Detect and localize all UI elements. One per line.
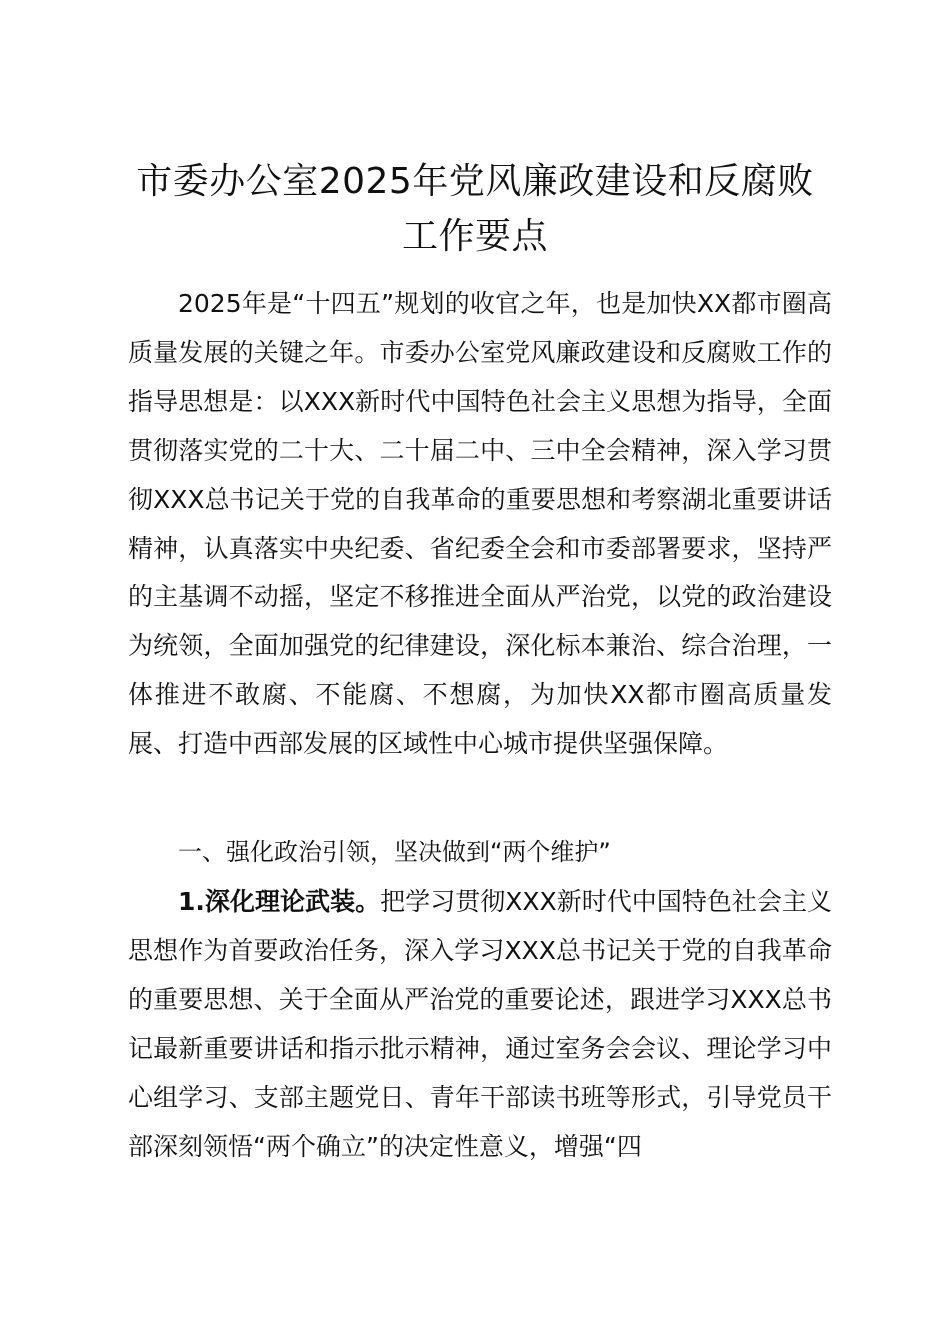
item-body: 把学习贯彻XXX新时代中国特色社会主义思想作为首要政治任务，深入学习XXX总书记关于党的自我革命的重要思想、关于全面从严治党的重要论述，跟进学习XXX总书记最新重要讲话和指示批示精神，通过室务会会议、理论学习中心组学习、支部主题党日、青年干部读书班等形式，引导党员干部深刻领悟“两个确立”的决定性意义，增强“四 <box>128 887 832 1161</box>
section-heading: 一、强化政治引领，坚决做到“两个维护” <box>178 838 611 866</box>
item-lead: 1.深化理论武装。 <box>178 887 381 916</box>
item-paragraph <box>128 878 832 1171</box>
intro-paragraph: 2025年是“十四五”规划的收官之年，也是加快XX都市圈高质量发展的关键之年。市委办公室党风廉政建设和反腐败工作的指导思想是：以XXX新时代中国特色社会主义思想为指导，全面贯彻落实党的二十大、二十届二中、三中全会精神，深入学习贯彻XXX总书记关于党的自我革命的重要思想和考察湖北重要讲话精神，认真落实中央纪委、省纪委全会和市委部署要求，坚持严的主基调不动摇，坚定不移推进全面从严治党，以党的政治建设为统领，全面加强党的纪律建设，深化标本兼治、综合治理，一体推进不敢腐、不能腐、不想腐，为加快XX都市圈高质量发展、打造中西部发展的区域性中心城市提供坚强保障。 <box>128 289 832 759</box>
document-title: 市委办公室2025年党风廉政建设和反腐败工作要点 <box>136 161 814 257</box>
